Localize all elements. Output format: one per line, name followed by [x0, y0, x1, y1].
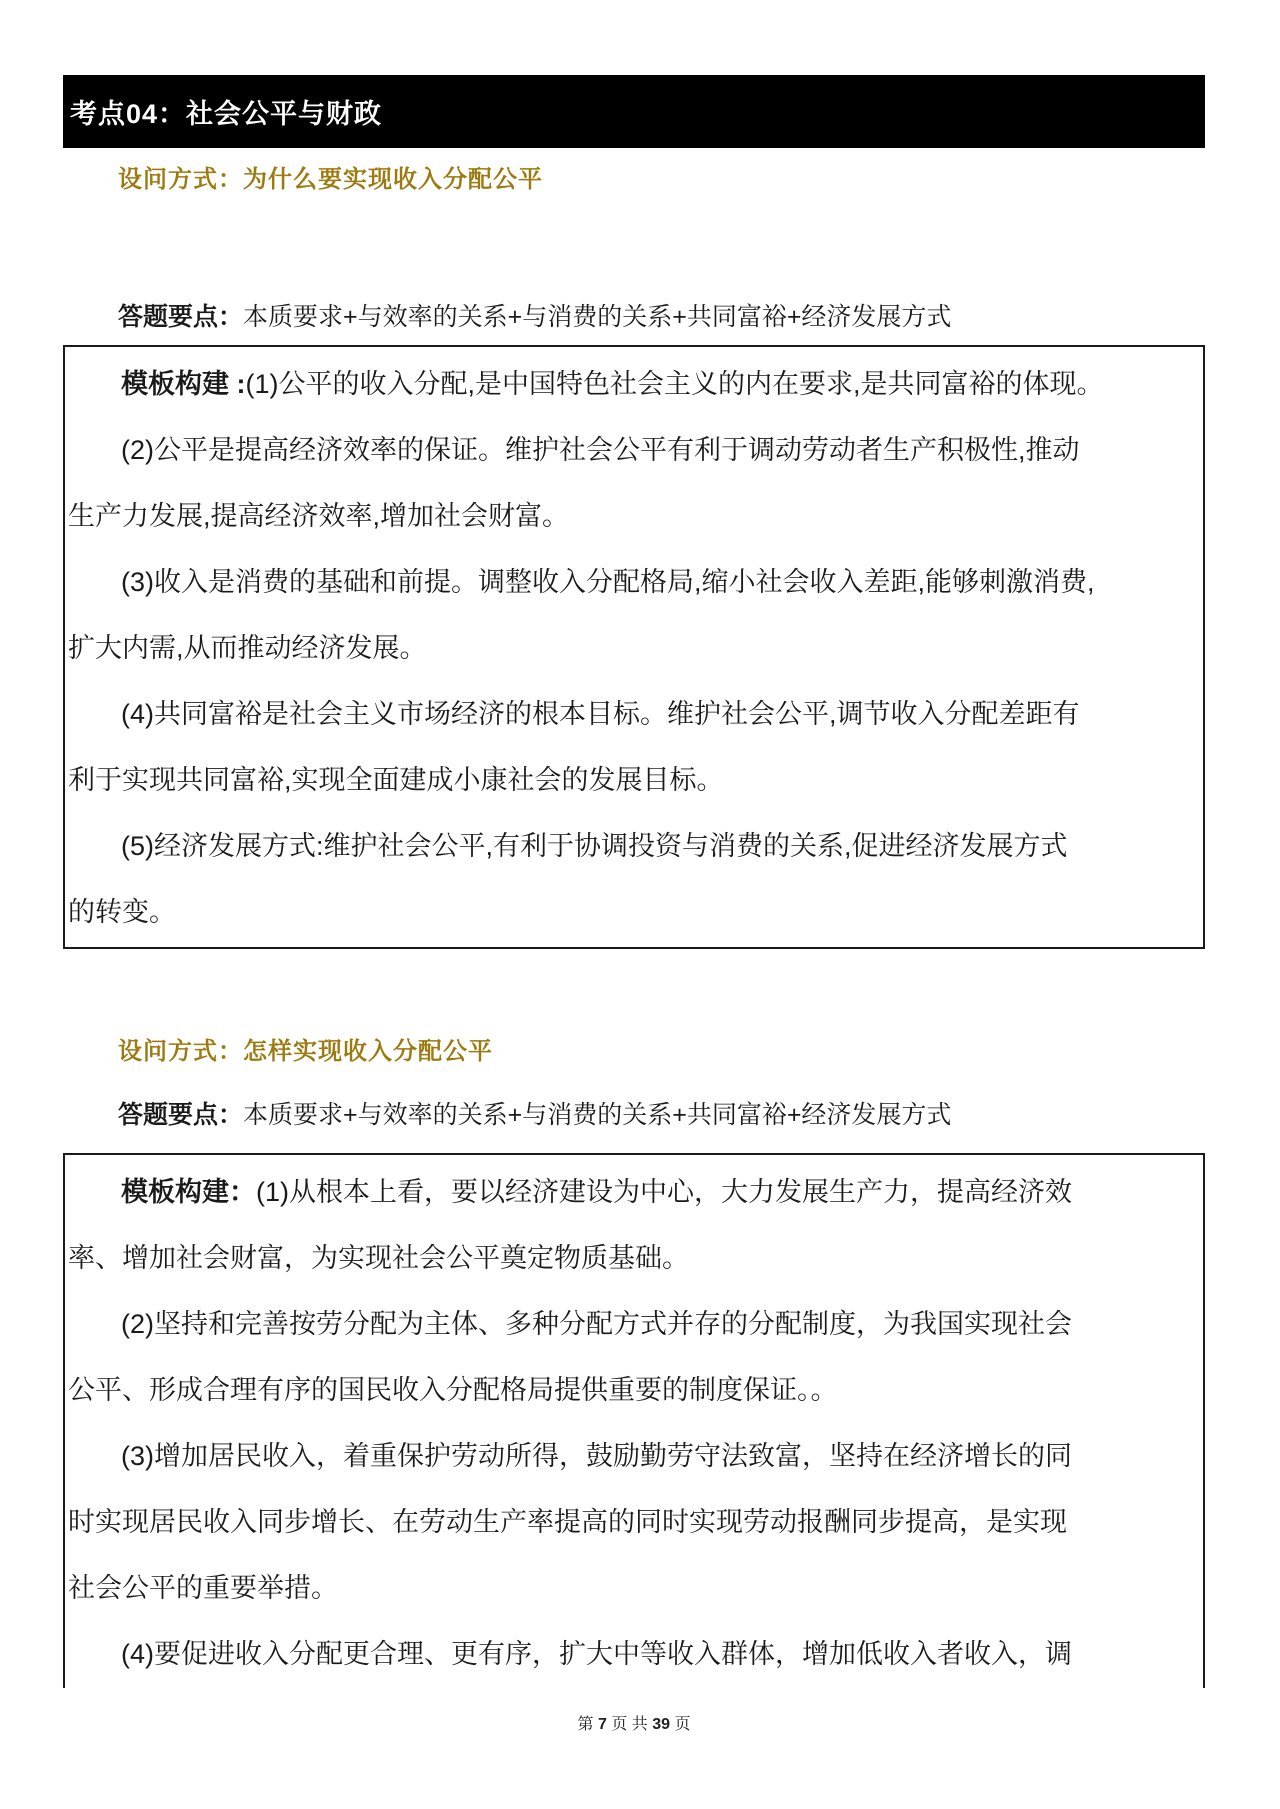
footer-middle: 页 共 [606, 1716, 653, 1733]
template-line: (2)坚持和完善按劳分配为主体、多种分配方式并存的分配制度，为我国实现社会 [121, 1309, 1072, 1339]
template-line [65, 351, 1203, 417]
template-box-1 [63, 345, 1205, 949]
template-line: (3)收入是消费的基础和前提。调整收入分配格局,缩小社会收入差距,能够刺激消费, [121, 567, 1095, 597]
template-line: (3)增加居民收入，着重保护劳动所得，鼓励勤劳守法致富，坚持在经济增长的同 [121, 1441, 1072, 1471]
template-line: 利于实现共同富裕,实现全面建成小康社会的发展目标。 [68, 765, 724, 795]
template-intro-text: (1)从根本上看，要以经济建设为中心，大力发展生产力，提高经济效 [256, 1177, 1072, 1207]
answer-points-2 [118, 1095, 1205, 1135]
footer-suffix: 页 [670, 1716, 691, 1733]
question-heading-1: 设问方式：为什么要实现收入分配公平 [118, 166, 543, 193]
template-line: (5)经济发展方式:维护社会公平,有利于协调投资与消费的关系,促进经济发展方式 [121, 831, 1068, 861]
answer-points-text: 本质要求+与效率的关系+与消费的关系+共同富裕+经济发展方式 [243, 1101, 952, 1129]
template-label: 模板构建： [121, 1177, 256, 1207]
template-line: (2)公平是提高经济效率的保证。维护社会公平有利于调动劳动者生产积极性,推动 [121, 435, 1080, 465]
template-line: 扩大内需,从而推动经济发展。 [68, 633, 427, 663]
template-intro-text: (1)公平的收入分配,是中国特色社会主义的内在要求,是共同富裕的体现。 [245, 369, 1104, 399]
template-line: 率、增加社会财富，为实现社会公平奠定物质基础。 [68, 1243, 689, 1273]
answer-points-label: 答题要点： [118, 1101, 244, 1129]
template-line [65, 1159, 1203, 1225]
template-line: 时实现居民收入同步增长、在劳动生产率提高的同时实现劳动报酬同步提高，是实现 [68, 1507, 1067, 1537]
template-line: 的转变。 [68, 897, 176, 927]
template-line: 生产力发展,提高经济效率,增加社会财富。 [68, 501, 570, 531]
document-page [63, 75, 1205, 1738]
total-pages: 39 [652, 1716, 671, 1733]
answer-points-text: 本质要求+与效率的关系+与消费的关系+共同富裕+经济发展方式 [243, 303, 952, 331]
page-footer [63, 1712, 1205, 1738]
footer-prefix: 第 [577, 1716, 598, 1733]
answer-points-label: 答题要点： [118, 303, 244, 331]
template-line: 社会公平的重要举措。 [68, 1573, 338, 1603]
template-box-2 [63, 1153, 1205, 1688]
section-title: 考点04：社会公平与财政 [70, 99, 383, 129]
section-title-bar [63, 75, 1205, 148]
page-number: 7 [597, 1716, 607, 1733]
template-label: 模板构建 : [121, 369, 246, 399]
answer-points-1 [118, 297, 1205, 337]
question-heading-2: 设问方式：怎样实现收入分配公平 [118, 1038, 493, 1065]
template-line: (4)要促进收入分配更合理、更有序，扩大中等收入群体，增加低收入者收入，调 [121, 1639, 1072, 1669]
template-line: 公平、形成合理有序的国民收入分配格局提供重要的制度保证。。 [68, 1375, 838, 1405]
template-line: (4)共同富裕是社会主义市场经济的根本目标。维护社会公平,调节收入分配差距有 [121, 699, 1080, 729]
